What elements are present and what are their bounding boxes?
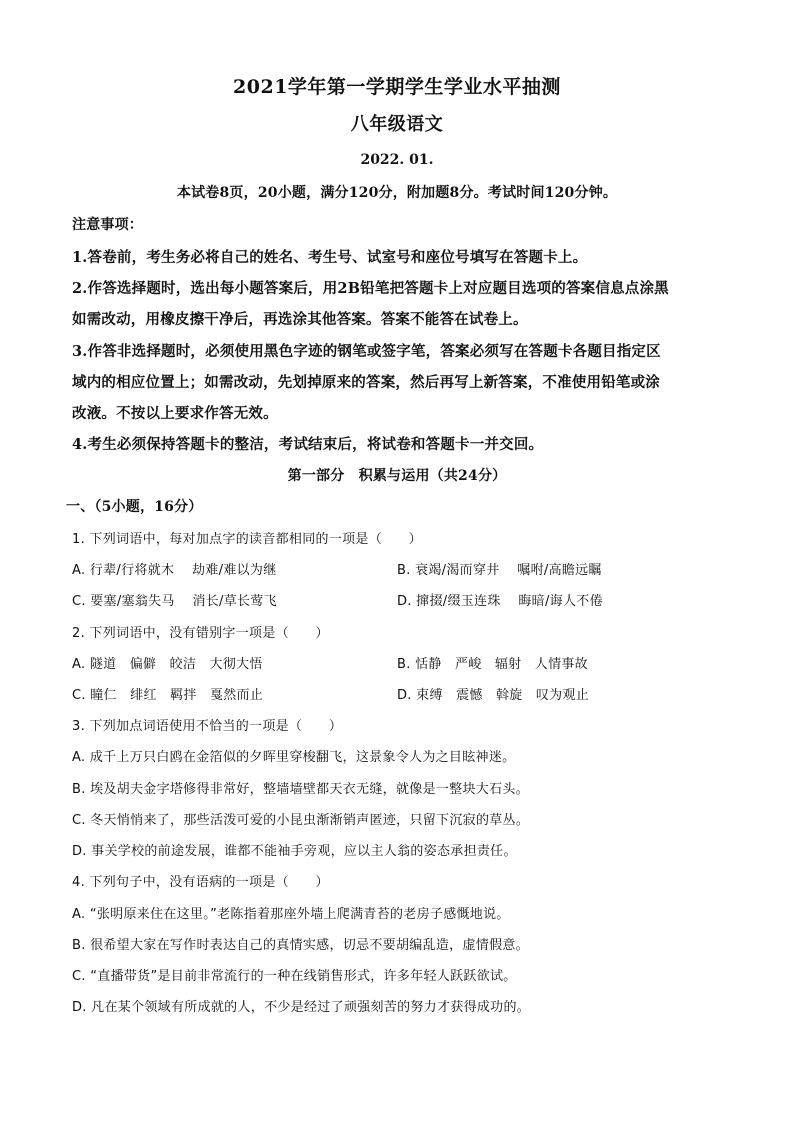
note-line: 4.考生必须保持答题卡的整洁，考试结束后，将试卷和答题卡一并交回。: [72, 436, 544, 453]
question-stem: 2. 下列词语中，没有错别字一项是（ ）: [72, 626, 329, 641]
question-option: A. 成千上万只白鸥在金箔似的夕晖里穿梭翻飞，这景象令人为之目眩神迷。: [72, 750, 516, 765]
note-line: 3.作答非选择题时，必须使用黑色字迹的钢笔或签字笔，答案必须写在答题卡各题目指定区: [72, 343, 661, 360]
question-option: B. 恬静 严峻 辐射 人情事故: [397, 657, 588, 672]
question-option: B. 衰竭/渴而穿井 嘱咐/高瞻远瞩: [397, 563, 602, 578]
note-line: 改液。不按以上要求作答无效。: [72, 405, 278, 422]
exam-subtitle: 八年级语文: [350, 114, 444, 135]
notes-heading: 注意事项：: [72, 217, 143, 233]
question-option: D. 凡在某个领域有所成就的人，不少是经过了顽强刻苦的努力才获得成功的。: [72, 1000, 531, 1015]
note-line: 1.答卷前，考生务必将自己的姓名、考生号、试室号和座位号填写在答题卡上。: [72, 249, 588, 266]
question-option: A. “张明原来住在这里。”老陈指着那座外墙上爬满青苔的老房子感慨地说。: [72, 907, 510, 922]
exam-info: 本试卷8页，20小题，满分120分，附加题8分。考试时间120分钟。: [176, 185, 618, 201]
exam-date: 2022. 01.: [360, 152, 434, 168]
question-option: C. 冬天悄悄来了，那些活泼可爱的小昆虫渐渐销声匿迹，只留下沉寂的草丛。: [72, 813, 530, 828]
question-stem: 4. 下列句子中，没有语病的一项是（ ）: [72, 875, 329, 890]
exam-title: 2021学年第一学期学生学业水平抽测: [233, 76, 561, 98]
note-line: 如需改动，用橡皮擦干净后，再选涂其他答案。答案不能答在试卷上。: [72, 311, 528, 328]
note-line: 域内的相应位置上；如需改动，先划掉原来的答案，然后再写上新答案，不准使用铅笔或涂: [72, 374, 660, 391]
question-option: C. 瞳仁 绯红 羁拌 戛然而止: [72, 688, 264, 703]
question-stem: 3. 下列加点词语使用不恰当的一项是（ ）: [72, 719, 343, 734]
question-option: D. 撺掇/缀玉连珠 晦暗/诲人不倦: [397, 594, 603, 609]
question-option: A. 隧道 偏僻 皎洁 大彻大悟: [72, 657, 263, 672]
question-option: C. 要塞/塞翁失马 消长/草长莺飞: [72, 594, 277, 609]
question-stem: 1. 下列词语中，每对加点字的读音都相同的一项是（ ）: [72, 532, 422, 547]
question-option: D. 束缚 震憾 斡旋 叹为观止: [397, 688, 590, 703]
question-option: A. 行辈/行将就木 劫难/难以为继: [72, 563, 277, 578]
part-heading: 第一部分 积累与运用（共24分）: [287, 468, 507, 484]
note-line: 2.作答选择题时，选出每小题答案后，用2B铅笔把答题卡上对应题目选项的答案信息点涂黑: [72, 280, 669, 297]
section-heading: 一、（5小题，16分）: [66, 499, 203, 515]
question-option: D. 事关学校的前途发展，谁都不能袖手旁观，应以主人翁的姿态承担责任。: [72, 844, 517, 859]
question-option: C. “直播带货”是目前非常流行的一种在线销售形式，许多年轻人跃跃欲试。: [72, 969, 517, 984]
question-option: B. 很希望大家在写作时表达自己的真情实感，切忌不要胡编乱造，虚情假意。: [72, 938, 529, 953]
question-option: B. 埃及胡夫金字塔修得非常好，整墙墙壁都天衣无缝，就像是一整块大石头。: [72, 782, 529, 797]
